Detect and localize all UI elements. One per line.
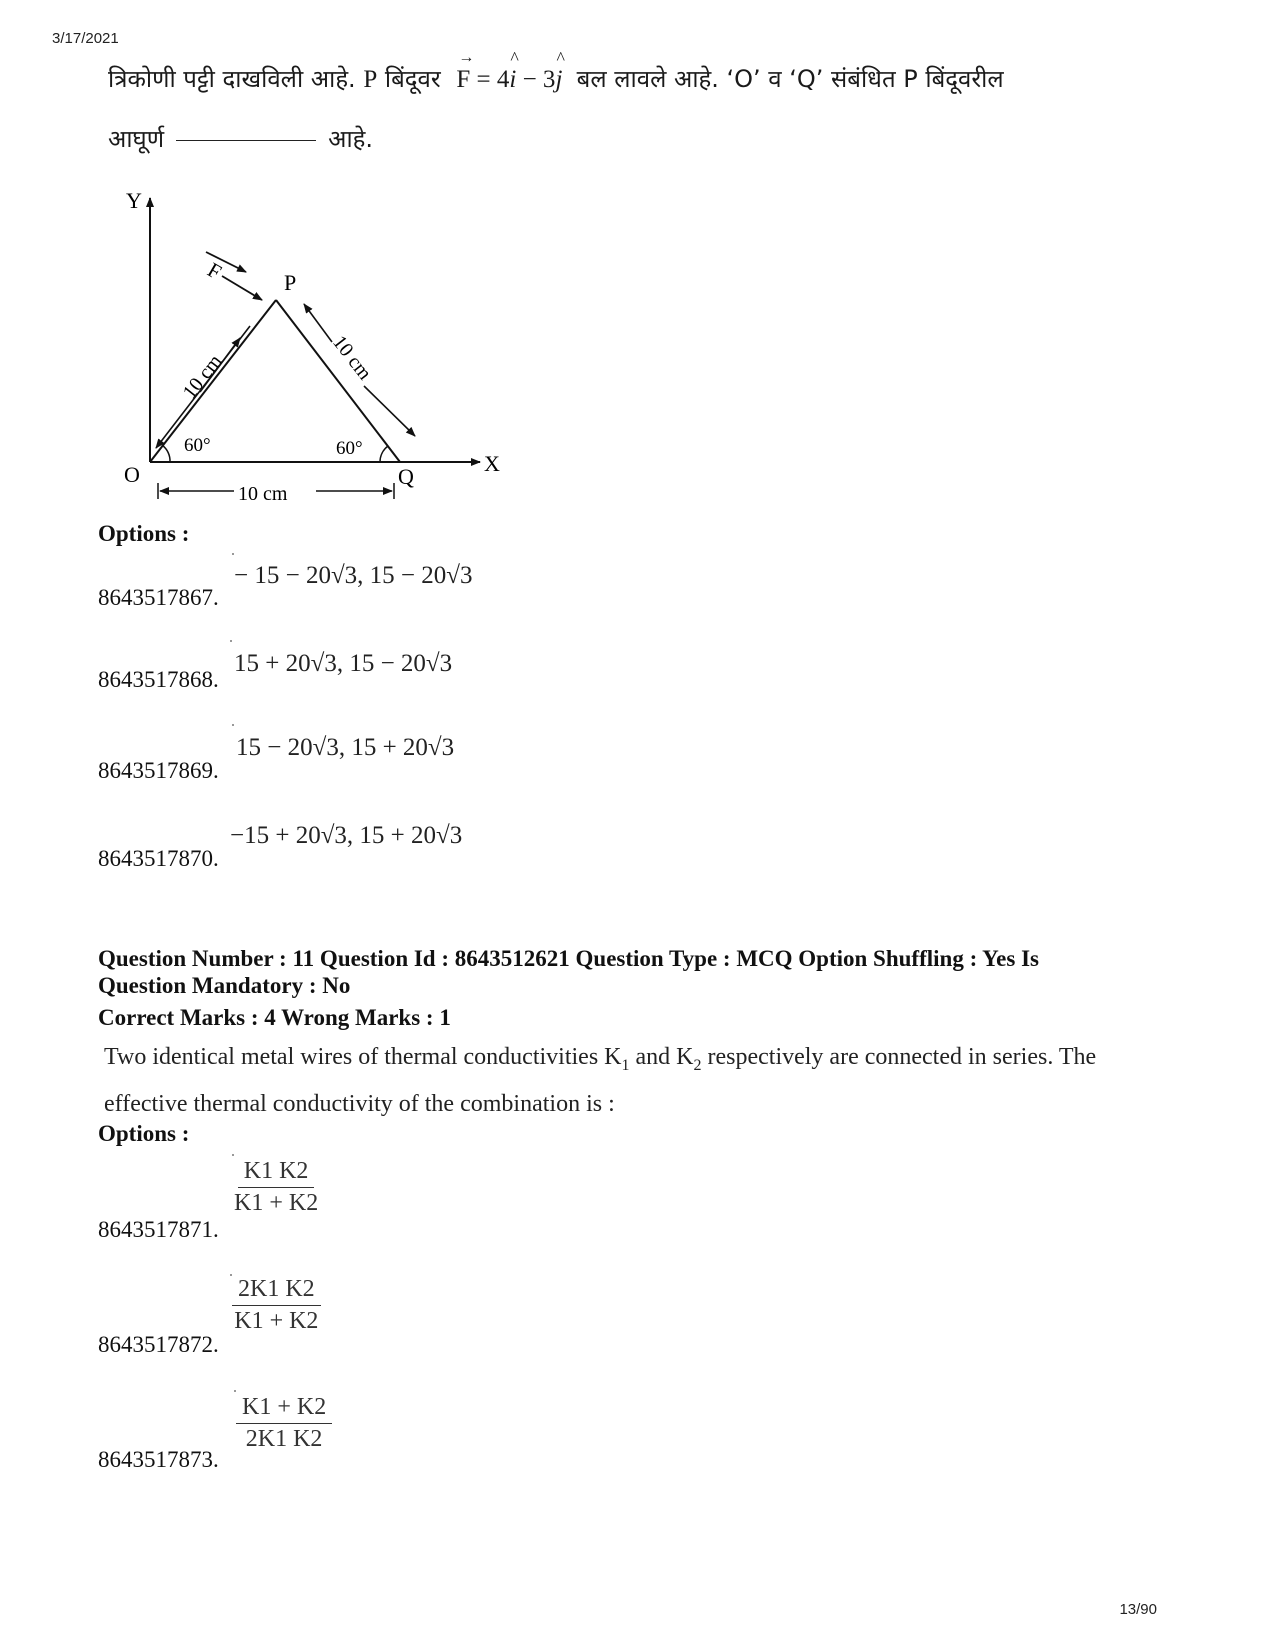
q11-text-part-b: and K <box>629 1044 694 1070</box>
q11-sub-1: 1 <box>621 1056 630 1074</box>
force-minus: − 3 <box>522 66 556 93</box>
question-text-tail: आहे. <box>328 125 373 153</box>
option-expression-3: 15 − 20√3, 15 + 20√3 <box>236 734 455 761</box>
angle-arc-q <box>380 446 388 462</box>
page-number: 13/90 <box>1119 1601 1157 1618</box>
option-id-6: 8643517872. <box>98 1332 219 1357</box>
print-date: 3/17/2021 <box>52 30 119 47</box>
fraction-denominator: 2K1 K2 <box>245 1426 323 1452</box>
q11-text-part-a: Two identical metal wires of thermal conductivities K <box>104 1044 622 1070</box>
base-length: 10 cm <box>238 483 288 505</box>
fraction-numerator: 2K1 K2 <box>232 1276 321 1306</box>
option-marker <box>232 724 234 726</box>
question-text-word: आघूर्ण <box>108 125 165 153</box>
option-expression-4: −15 + 20√3, 15 + 20√3 <box>230 822 463 849</box>
fraction-option-1 <box>234 1158 318 1217</box>
angle-o-label: 60° <box>184 435 211 456</box>
option-id-3: 8643517869. <box>98 758 219 783</box>
question-text-start: त्रिकोणी पट्टी दाखविली आहे. <box>108 65 356 93</box>
question-text-line-2 <box>108 122 373 155</box>
force-vector-symbol: F → <box>456 66 470 94</box>
question-text-q11 <box>104 1038 1164 1123</box>
fraction-option-3 <box>236 1394 332 1453</box>
right-side-length: 10 cm <box>328 331 376 385</box>
q11-text-part-c: respectively are connected in series. The effective thermal conductivity of the combination is : <box>104 1044 1097 1117</box>
option-id-2: 8643517868. <box>98 667 219 692</box>
fraction-option-2 <box>232 1276 321 1335</box>
origin-label: O <box>124 462 140 487</box>
marks-info: Correct Marks : 4 Wrong Marks : 1 <box>98 1005 451 1030</box>
fraction-numerator: K1 + K2 <box>236 1394 332 1424</box>
option-marker <box>232 553 234 555</box>
apex-label: P <box>284 270 297 295</box>
angle-q-label: 60° <box>336 438 363 459</box>
unit-vector-j: ^ j <box>555 66 562 94</box>
fraction-denominator: K1 + K2 <box>234 1308 319 1334</box>
force-label: F <box>203 257 226 285</box>
option-marker <box>232 1154 234 1156</box>
vertex-q-label: Q <box>398 464 414 489</box>
option-marker <box>234 1390 236 1392</box>
question-meta: Question Number : 11 Question Id : 8643512621 Question Type : MCQ Option Shuffling : Yes Is Question Mandatory : No <box>98 946 1039 998</box>
unit-vector-i: ^ i <box>509 66 516 94</box>
dimension-right-upper <box>304 304 332 342</box>
option-marker <box>230 640 232 642</box>
option-id-1: 8643517867. <box>98 585 219 610</box>
question-text-end: बल लावले आहे. ‘O’ व ‘Q’ संबंधित P बिंदूवरील <box>576 65 1004 93</box>
option-id-5: 8643517871. <box>98 1217 219 1242</box>
x-axis-label: X <box>484 451 500 476</box>
triangle-figure <box>110 180 530 520</box>
dimension-right-lower <box>364 386 415 436</box>
options-heading-q11: Options : <box>98 1121 190 1146</box>
y-axis-label: Y <box>126 188 142 213</box>
point-p: P <box>363 66 378 93</box>
fraction-numerator: K1 K2 <box>238 1158 315 1188</box>
option-id-4: 8643517870. <box>98 846 219 871</box>
option-id-7: 8643517873. <box>98 1447 219 1472</box>
question-text-mid: बिंदूवर <box>384 65 441 93</box>
answer-blank <box>176 140 316 141</box>
force-arrow-lower <box>222 276 262 300</box>
force-equals: = 4 <box>476 66 510 93</box>
q11-sub-2: 2 <box>693 1056 702 1074</box>
option-expression-1: − 15 − 20√3, 15 − 20√3 <box>234 562 473 589</box>
fraction-denominator: K1 + K2 <box>234 1190 319 1216</box>
angle-arc-o <box>162 445 170 462</box>
question-text-line-1 <box>108 62 1004 95</box>
left-side-length: 10 cm <box>178 350 227 404</box>
option-expression-2: 15 + 20√3, 15 − 20√3 <box>234 650 453 677</box>
options-heading-q10: Options : <box>98 521 190 546</box>
